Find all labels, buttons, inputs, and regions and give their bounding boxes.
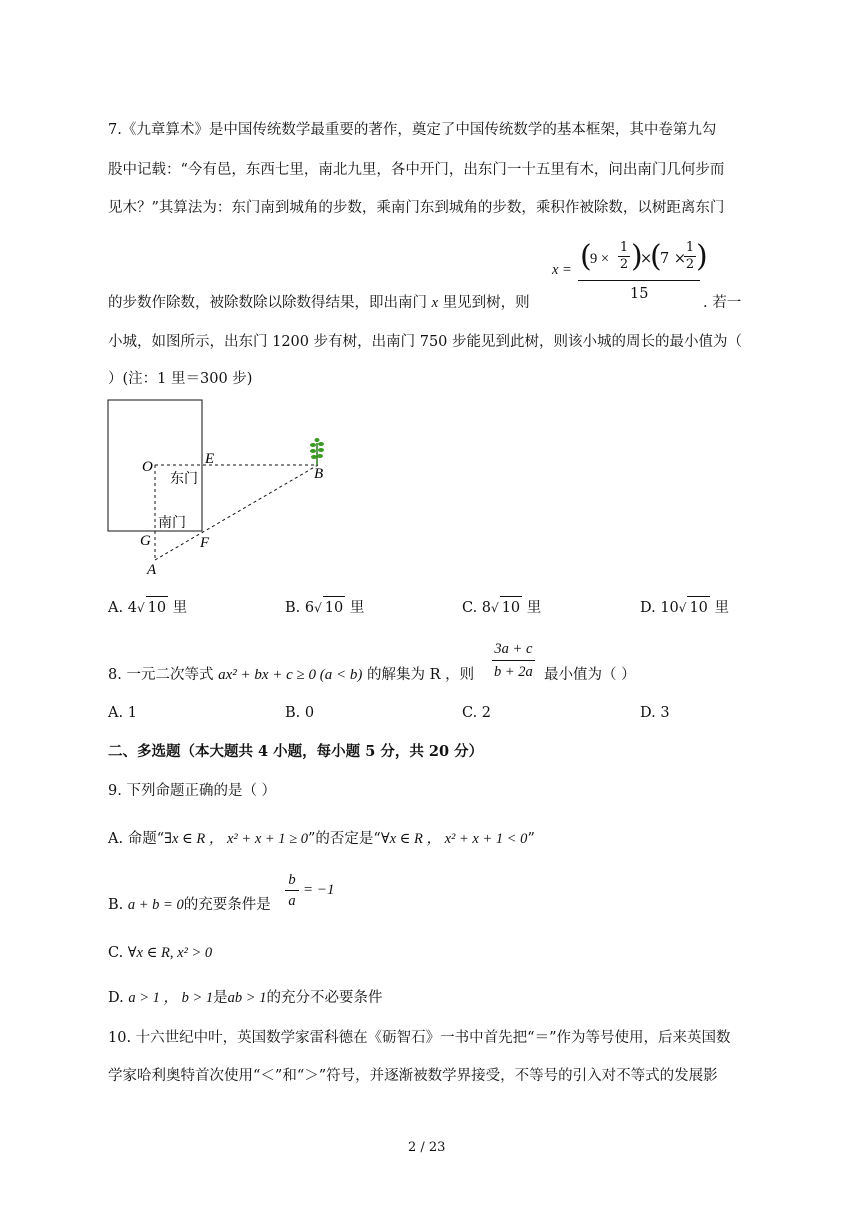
- q7-formula: [552, 239, 708, 310]
- label-south-gate: 南门: [158, 516, 186, 531]
- formula-9: 9 ×: [590, 251, 610, 267]
- q7-line-4b: 里见到树，则: [442, 295, 530, 311]
- q9-b-frac-den: a: [288, 893, 296, 909]
- formula-denominator: 15: [630, 286, 649, 302]
- formula-half-den-2: 2: [685, 257, 695, 272]
- q8-option-d[interactable]: D. 3: [640, 705, 670, 721]
- formula-half-den-1: 2: [619, 257, 629, 272]
- option-unit: 里: [349, 600, 365, 616]
- option-radicand: 10: [323, 596, 345, 619]
- q7-line-4: [108, 293, 530, 313]
- q7-line-2: 股中记载：“今有邑，东西七里，南北九里，各中开门，出东门一十五里有木，问出南门几何步而: [108, 162, 725, 178]
- q9-a-math-1: ∃x ∈ R ， x² + x + 1 ≥ 0: [164, 831, 308, 847]
- q9-a-text-3: ”: [527, 831, 535, 847]
- q9-option-a[interactable]: [108, 829, 535, 849]
- q8-prefix: 8. 一元二次等式: [108, 667, 214, 683]
- option-radicand: 10: [500, 596, 522, 619]
- formula-times: ×: [640, 251, 653, 267]
- formula-7: 7 ×: [660, 251, 686, 267]
- q8-stem: [108, 665, 474, 685]
- q9-b-frac-num: b: [285, 870, 299, 891]
- q9-d-label: D.: [108, 990, 124, 1006]
- q9-b-label: B.: [108, 897, 124, 913]
- q7-line-1: 7.《九章算术》是中国传统数学最重要的著作，奠定了中国传统数学的基本框架，其中卷第九勾: [108, 122, 717, 138]
- q9-option-c[interactable]: [108, 943, 212, 963]
- q9-option-b[interactable]: [108, 895, 271, 915]
- q7-option-c[interactable]: C. 8√ 10 里: [462, 596, 541, 619]
- q7-line-6: ）(注：1 里＝300 步): [108, 371, 253, 387]
- formula-lhs: x =: [552, 262, 572, 278]
- formula-half-num-1: 1: [619, 240, 629, 255]
- q9-d-math-1: a > 1 ， b > 1: [128, 990, 214, 1006]
- q9-stem: 9. 下列命题正确的是（ ）: [108, 783, 277, 799]
- q9-b-math: a + b = 0: [127, 897, 184, 913]
- q9-d-text-2: 的充分不必要条件: [266, 990, 383, 1006]
- label-E: E: [205, 451, 215, 467]
- q8-fraction: [492, 638, 535, 683]
- q10-line-1: 10. 十六世纪中叶，英国数学家雷科德在《砺智石》一书中首先把“＝”作为等号使用，后来英国数: [108, 1030, 731, 1046]
- q8-mid: 的解集为 R ，则: [366, 667, 475, 683]
- option-coef: 10: [660, 600, 679, 616]
- option-label: D.: [640, 600, 656, 616]
- page-number: 2 / 23: [408, 1140, 446, 1155]
- label-A: A: [147, 562, 157, 578]
- q7-line-4-x: x: [431, 295, 439, 311]
- option-radicand: 10: [146, 596, 168, 619]
- q8-frac-num: 3a + c: [492, 638, 535, 661]
- q9-b-rhs: = −1: [303, 882, 335, 898]
- q10-line-2: 学家哈利奥特首次使用“＜”和“＞”符号，并逐渐被数学界接受，不等号的引入对不等式的发展影: [108, 1068, 718, 1084]
- label-B: B: [314, 466, 324, 482]
- formula-numerator: ( 9 × $\frac{1}{2}$ ) × ( 7 × $\frac{1}{2}$ ): [578, 240, 700, 281]
- q9-a-math-2: ∀x ∈ R ， x² + x + 1 < 0: [380, 831, 528, 847]
- label-O: O: [142, 459, 153, 475]
- option-coef: 6: [304, 600, 315, 616]
- label-G: G: [140, 533, 151, 549]
- q9-b-fraction: [285, 870, 299, 911]
- q8-frac-den: b + 2a: [494, 664, 533, 680]
- q8-inequality: ax² + bx + c ≥ 0 (a < b): [218, 667, 363, 683]
- option-unit: 里: [172, 600, 188, 616]
- label-F: F: [200, 535, 210, 551]
- option-unit: 里: [714, 600, 729, 616]
- option-coef: 8: [481, 600, 492, 616]
- label-east-gate: 东门: [170, 472, 198, 487]
- q9-d-math-2: ab > 1: [227, 990, 267, 1006]
- option-label: B.: [285, 600, 301, 616]
- tree-icon: [310, 438, 324, 465]
- q7-option-b[interactable]: B. 6√ 10 里: [285, 596, 364, 619]
- option-unit: 里: [526, 600, 542, 616]
- q8-option-b[interactable]: B. 0: [285, 705, 315, 721]
- q9-a-text-1: A. 命题“: [108, 831, 165, 847]
- option-radicand: 10: [687, 596, 709, 619]
- q8-suffix: 最小值为（ ）: [544, 667, 636, 683]
- q9-d-text-1: 是: [213, 990, 228, 1006]
- q7-line-4a: 的步数作除数，被除数除以除数得结果，即出南门: [108, 295, 427, 311]
- q7-figure: [100, 395, 340, 580]
- option-coef: 4: [127, 600, 137, 616]
- q9-option-d[interactable]: [108, 988, 382, 1008]
- q9-a-text-2: ”的否定是“: [308, 831, 381, 847]
- q7-option-a[interactable]: A. 4√ 10 里: [108, 596, 187, 619]
- q9-b-text: 的充要条件是: [183, 897, 271, 913]
- option-label: A.: [108, 600, 124, 616]
- option-label: C.: [462, 600, 478, 616]
- section-2-heading: 二、多选题（本大题共 4 小题，每小题 5 分，共 20 分）: [108, 743, 484, 760]
- q8-option-c[interactable]: C. 2: [462, 705, 492, 721]
- q7-option-d[interactable]: D. 10√ 10 里: [640, 596, 729, 619]
- q7-line-4c: . 若一: [703, 295, 742, 311]
- q8-option-a[interactable]: A. 1: [108, 705, 137, 721]
- q9-c-label: C.: [108, 945, 124, 961]
- formula-half-num-2: 1: [685, 240, 695, 255]
- q7-line-5: 小城，如图所示，出东门 1200 步有树，出南门 750 步能见到此树，则该小城的周长的最小值为（: [108, 334, 743, 350]
- q7-line-3: 见木？”其算法为：东门南到城角的步数，乘南门东到城角的步数，乘积作被除数，以树距离东门: [108, 200, 725, 216]
- q9-c-math: ∀x ∈ R, x² > 0: [127, 945, 213, 961]
